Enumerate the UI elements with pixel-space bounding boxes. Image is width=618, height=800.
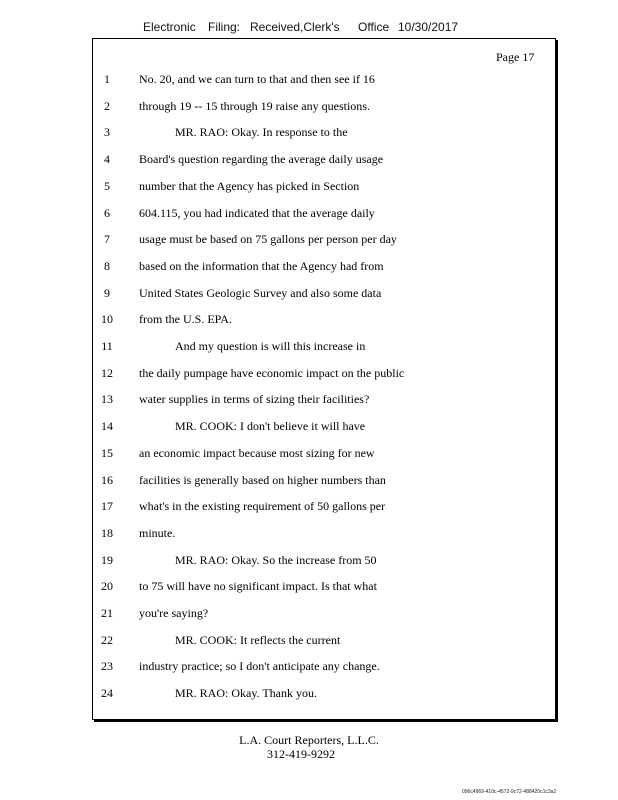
line-text: you're saying? xyxy=(139,606,209,620)
header-electronic: Electronic xyxy=(143,20,196,34)
transcript-line xyxy=(0,551,618,569)
transcript-line xyxy=(0,577,618,595)
line-text: based on the information that the Agency had from xyxy=(139,258,384,273)
transcript-line xyxy=(0,230,618,248)
line-number: 21 xyxy=(101,606,113,620)
line-text: No. 20, and we can turn to that and then see if 16 xyxy=(139,72,375,86)
line-number: 9 xyxy=(104,285,110,300)
line-number: 13 xyxy=(101,392,113,407)
line-number: 12 xyxy=(101,365,113,380)
transcript-line xyxy=(0,70,618,88)
line-text: MR. COOK: I don't believe it will have xyxy=(175,419,366,434)
line-text: Board's question regarding the average daily usage xyxy=(139,152,384,167)
transcript-line xyxy=(0,310,618,328)
transcript-line xyxy=(0,657,618,675)
line-text: what's in the existing requirement of 50 gallons per xyxy=(139,499,386,514)
line-text: the daily pumpage have economic impact on the public xyxy=(139,365,405,380)
header-date: 10/30/2017 xyxy=(398,20,459,34)
line-text: 604.115, you had indicated that the average daily xyxy=(139,205,375,220)
line-number: 8 xyxy=(104,258,110,273)
line-text: usage must be based on 75 gallons per person per day xyxy=(139,232,397,247)
line-text: United States Geologic Survey and also some data xyxy=(139,285,382,300)
line-text: an economic impact because most sizing for new xyxy=(139,445,375,460)
line-number: 3 xyxy=(104,125,110,140)
transcript-line xyxy=(0,417,618,435)
line-number: 15 xyxy=(101,445,113,460)
line-number: 19 xyxy=(101,552,113,567)
line-number: 20 xyxy=(101,579,113,594)
transcript-line xyxy=(0,284,618,302)
transcript-line xyxy=(0,150,618,168)
transcript-line xyxy=(0,471,618,489)
line-number: 10 xyxy=(101,312,113,327)
line-number: 17 xyxy=(101,499,113,514)
transcript-line xyxy=(0,684,618,702)
filing-stamp-header xyxy=(0,20,618,38)
line-text: MR. RAO: Okay. In response to the xyxy=(175,125,348,140)
transcript-line xyxy=(0,337,618,355)
line-number: 11 xyxy=(101,339,113,353)
line-number: 14 xyxy=(101,419,113,434)
transcript-line xyxy=(0,97,618,115)
line-text: through 19 -- 15 through 19 raise any questions. xyxy=(139,98,370,113)
header-received: Received,Clerk's xyxy=(250,20,340,34)
page-number: Page 17 xyxy=(496,50,535,64)
line-number: 4 xyxy=(104,152,110,167)
line-text: from the U.S. EPA. xyxy=(139,312,232,327)
line-text: MR. COOK: It reflects the current xyxy=(175,632,341,647)
line-text: water supplies in terms of sizing their facilities? xyxy=(139,392,370,407)
header-office: Office xyxy=(358,20,390,34)
line-text: industry practice; so I don't anticipate any change. xyxy=(139,659,380,674)
transcript-line xyxy=(0,177,618,195)
line-number: 7 xyxy=(104,232,110,247)
line-number: 5 xyxy=(104,178,110,193)
transcript-line xyxy=(0,123,618,141)
line-text: facilities is generally based on higher numbers than xyxy=(139,472,386,487)
transcript-line xyxy=(0,390,618,408)
transcript-line xyxy=(0,364,618,382)
line-text: And my question is will this increase in xyxy=(175,339,366,353)
line-number: 18 xyxy=(101,525,113,540)
transcript-line xyxy=(0,204,618,222)
transcript-line xyxy=(0,444,618,462)
transcript-line xyxy=(0,524,618,542)
document-hash: 096c4969-410c-4572-9c72-488420c1c3a2 xyxy=(462,789,557,795)
line-number: 6 xyxy=(104,205,110,220)
transcript-line xyxy=(0,257,618,275)
footer xyxy=(0,733,618,761)
header-filing: Filing: xyxy=(208,20,241,34)
line-text: number that the Agency has picked in Section xyxy=(139,178,360,193)
footer-phone: 312-419-9292 xyxy=(267,747,335,761)
line-number: 1 xyxy=(104,72,110,86)
footer-company: L.A. Court Reporters, L.L.C. xyxy=(239,733,379,747)
line-text: MR. RAO: Okay. So the increase from 50 xyxy=(175,552,377,567)
transcript-line xyxy=(0,604,618,622)
line-number: 22 xyxy=(101,632,113,647)
transcript-line xyxy=(0,497,618,515)
line-number: 16 xyxy=(101,472,113,487)
transcript-line xyxy=(0,631,618,649)
line-number: 2 xyxy=(104,98,110,113)
line-text: minute. xyxy=(139,525,176,540)
line-number: 24 xyxy=(101,686,113,701)
line-text: MR. RAO: Okay. Thank you. xyxy=(175,686,317,701)
line-number: 23 xyxy=(101,659,113,674)
line-text: to 75 will have no significant impact. Is that what xyxy=(139,579,377,594)
